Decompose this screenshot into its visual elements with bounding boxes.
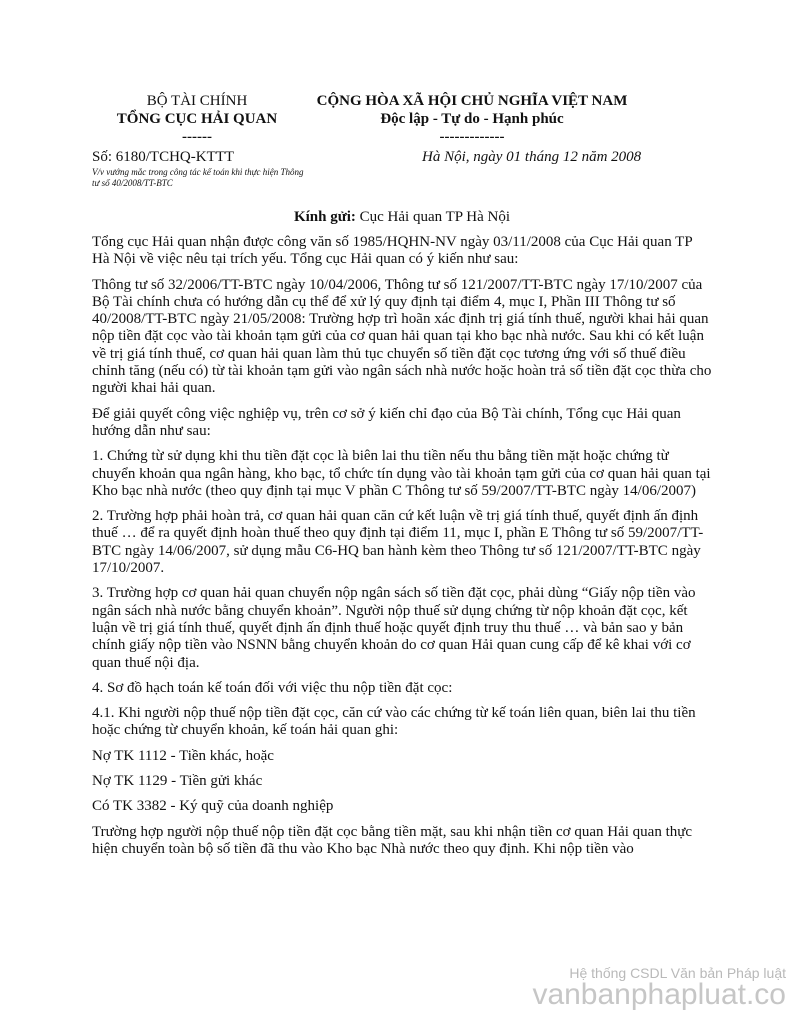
document-number: Số: 6180/TCHQ-KTTT (92, 149, 235, 165)
document-header (92, 92, 712, 197)
issuer-rule: ------ (182, 129, 212, 145)
document-body (92, 234, 712, 858)
document-subject: V/v vướng mắc trong công tác kế toán khi thực hiện Thông tư số 40/2008/TT-BTC (92, 167, 304, 188)
body-paragraph: 3. Trường hợp cơ quan hải quan chuyển nộp ngân sách số tiền đặt cọc, phải dùng “Giấy nộp tiền vào ngân sách nhà nước bằng chuyển khoản”. Người nộp thuế sử dụng chứng từ nộp khoản đặt cọc, kết luận về trị giá tính thuế, quyết định ấn định thuế hoặc quyết định truy thu thuế … và bản sao y bản chính giấy nộp tiền vào NSNN bằng chuyển khoản do cơ quan Hải quan cung cấp để kê khai với cơ quan thuế nội địa. (92, 585, 696, 671)
country-name: CỘNG HÒA XÃ HỘI CHỦ NGHĨA VIỆT NAM (316, 93, 628, 109)
ministry-name: BỘ TÀI CHÍNH (146, 93, 248, 109)
department-name: TỔNG CỤC HẢI QUAN (116, 111, 278, 127)
accounting-entry: Có TK 3382 - Ký quỹ của doanh nghiệp (92, 798, 334, 815)
body-paragraph: 4. Sơ đồ hạch toán kế toán đối với việc thu nộp tiền đặt cọc: (92, 679, 453, 696)
body-paragraph: Trường hợp người nộp thuế nộp tiền đặt cọc bằng tiền mặt, sau khi nhận tiền cơ quan Hải quan thực hiện chuyển toàn bộ số tiền đã thu vào Kho bạc Nhà nước theo quy định. Khi nộp tiền vào (92, 823, 693, 857)
body-paragraph: 4.1. Khi người nộp thuế nộp tiền đặt cọc, căn cứ vào các chứng từ kế toán liên quan, biên lai thu tiền hoặc chứng từ chuyển khoản, kế toán hải quan ghi: (92, 705, 696, 739)
body-paragraph: Để giải quyết công việc nghiệp vụ, trên cơ sở ý kiến chỉ đạo của Bộ Tài chính, Tổng cục Hải quan hướng dẫn như sau: (92, 405, 681, 439)
recipient-line (92, 209, 712, 226)
body-paragraph: 2. Trường hợp phải hoàn trả, cơ quan hải quan căn cứ kết luận về trị giá tính thuế, quyết định ấn định thuế … để ra quyết định hoàn thuế theo quy định tại điểm 11, mục I, phần E Thông tư số 59/2007/TT-BTC ngày 14/06/2007, sử dụng mẫu C6-HQ ban hành kèm theo Thông tư số 121/2007/TT-BTC ngày 17/10/2007. (92, 508, 704, 577)
recipient-name: Cục Hải quan TP Hà Nội (355, 209, 511, 225)
watermark-line1: Hệ thống CSDL Văn bản Pháp luật (569, 965, 786, 981)
watermark-site: vanbanphapluat.co (532, 978, 786, 1011)
motto-rule: ------------- (439, 129, 505, 145)
issuer-block (92, 92, 302, 146)
document-date: Hà Nội, ngày 01 tháng 12 năm 2008 (422, 149, 642, 165)
accounting-entry: Nợ TK 1112 - Tiền khác, hoặc (92, 747, 274, 764)
body-paragraph: Tổng cục Hải quan nhận được công văn số 1985/HQHN-NV ngày 03/11/2008 của Cục Hải quan TP Hà Nội về việc nêu tại trích yếu. Tổng cục Hải quan có ý kiến như sau: (92, 234, 693, 268)
body-paragraph: 1. Chứng từ sử dụng khi thu tiền đặt cọc là biên lai thu tiền nếu thu bằng tiền mặt hoặc chứng từ chuyển khoản qua ngân hàng, kho bạc, tổ chức tín dụng vào tài khoản tạm gửi của cơ quan hải quan tại Kho bạc nhà nước (theo quy định tại mục V phần C Thông tư số 59/2007/TT-BTC ngày 14/06/2007) (92, 448, 711, 499)
document-page (92, 92, 712, 866)
national-motto: Độc lập - Tự do - Hạnh phúc (380, 111, 564, 127)
accounting-entry: Nợ TK 1129 - Tiền gửi khác (92, 773, 263, 790)
national-title-block (292, 92, 652, 146)
recipient-label: Kính gửi: (293, 209, 356, 225)
body-paragraph: Thông tư số 32/2006/TT-BTC ngày 10/04/2006, Thông tư số 121/2007/TT-BTC ngày 17/10/2007 của Bộ Tài chính chưa có hướng dẫn cụ thể để xử lý quy định tại điểm 4, mục I, Phần III Thông tư số 40/2008/TT-BTC ngày 21/05/2008: Trường hợp trì hoãn xác định trị giá tính thuế, người khai hải quan nộp tiền đặt cọc vào tài khoản tạm gửi của cơ quan hải quan tại kho bạc nhà nước. Sau khi có kết luận về trị giá tính thuế, cơ quan hải quan làm thủ tục chuyển số tiền đặt cọc tương ứng với số thuế điều chỉnh tăng (nếu có) từ tài khoản tạm gửi vào ngân sách nhà nước hoặc hoàn trả số tiền đặt cọc thừa cho người khai hải quan. (92, 276, 712, 397)
